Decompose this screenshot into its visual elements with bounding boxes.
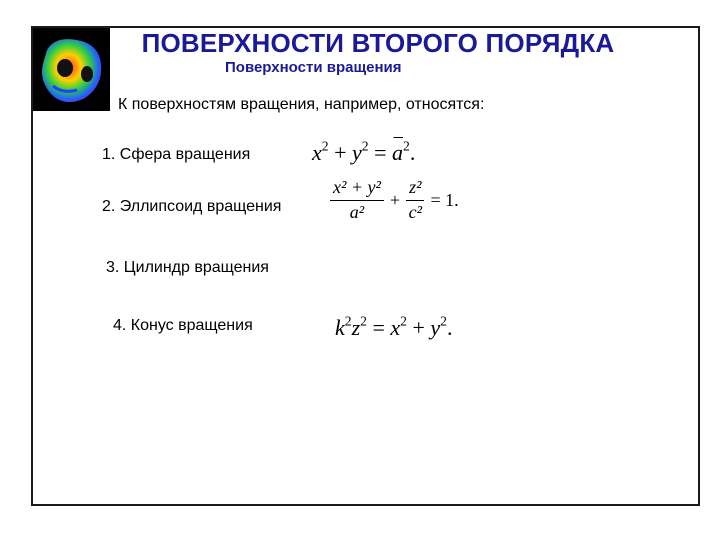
list-item-ellipsoid: 2. Эллипсоид вращения <box>102 198 282 215</box>
page-title: ПОВЕРХНОСТИ ВТОРОГО ПОРЯДКА <box>141 28 615 58</box>
fraction-z-over-c: $\frac{\text{z²}}{\text{c²}}$ <box>406 177 424 223</box>
intro-text: К поверхностям вращения, например, относятся: <box>118 96 485 113</box>
ellipsoid-formula: $\frac{\text{x² + y²}}{\text{a²}}$ + $\frac{\text{z²}}{\text{c²}}$ = 1. <box>330 177 459 223</box>
page-subtitle: Поверхности вращения <box>225 59 402 76</box>
cone-formula: $k^2z^2 = x^2 + y^2$. <box>335 313 453 340</box>
sphere-formula: $x^2 + y^2 = a^2$. <box>312 138 416 165</box>
fraction-xy-over-a: $\frac{\text{x² + y²}}{\text{a²}}$ <box>330 177 384 223</box>
list-item-cylinder: 3. Цилиндр вращения <box>106 259 269 276</box>
list-item-sphere: 1. Сфера вращения <box>102 146 251 163</box>
list-item-cone: 4. Конус вращения <box>113 317 253 334</box>
